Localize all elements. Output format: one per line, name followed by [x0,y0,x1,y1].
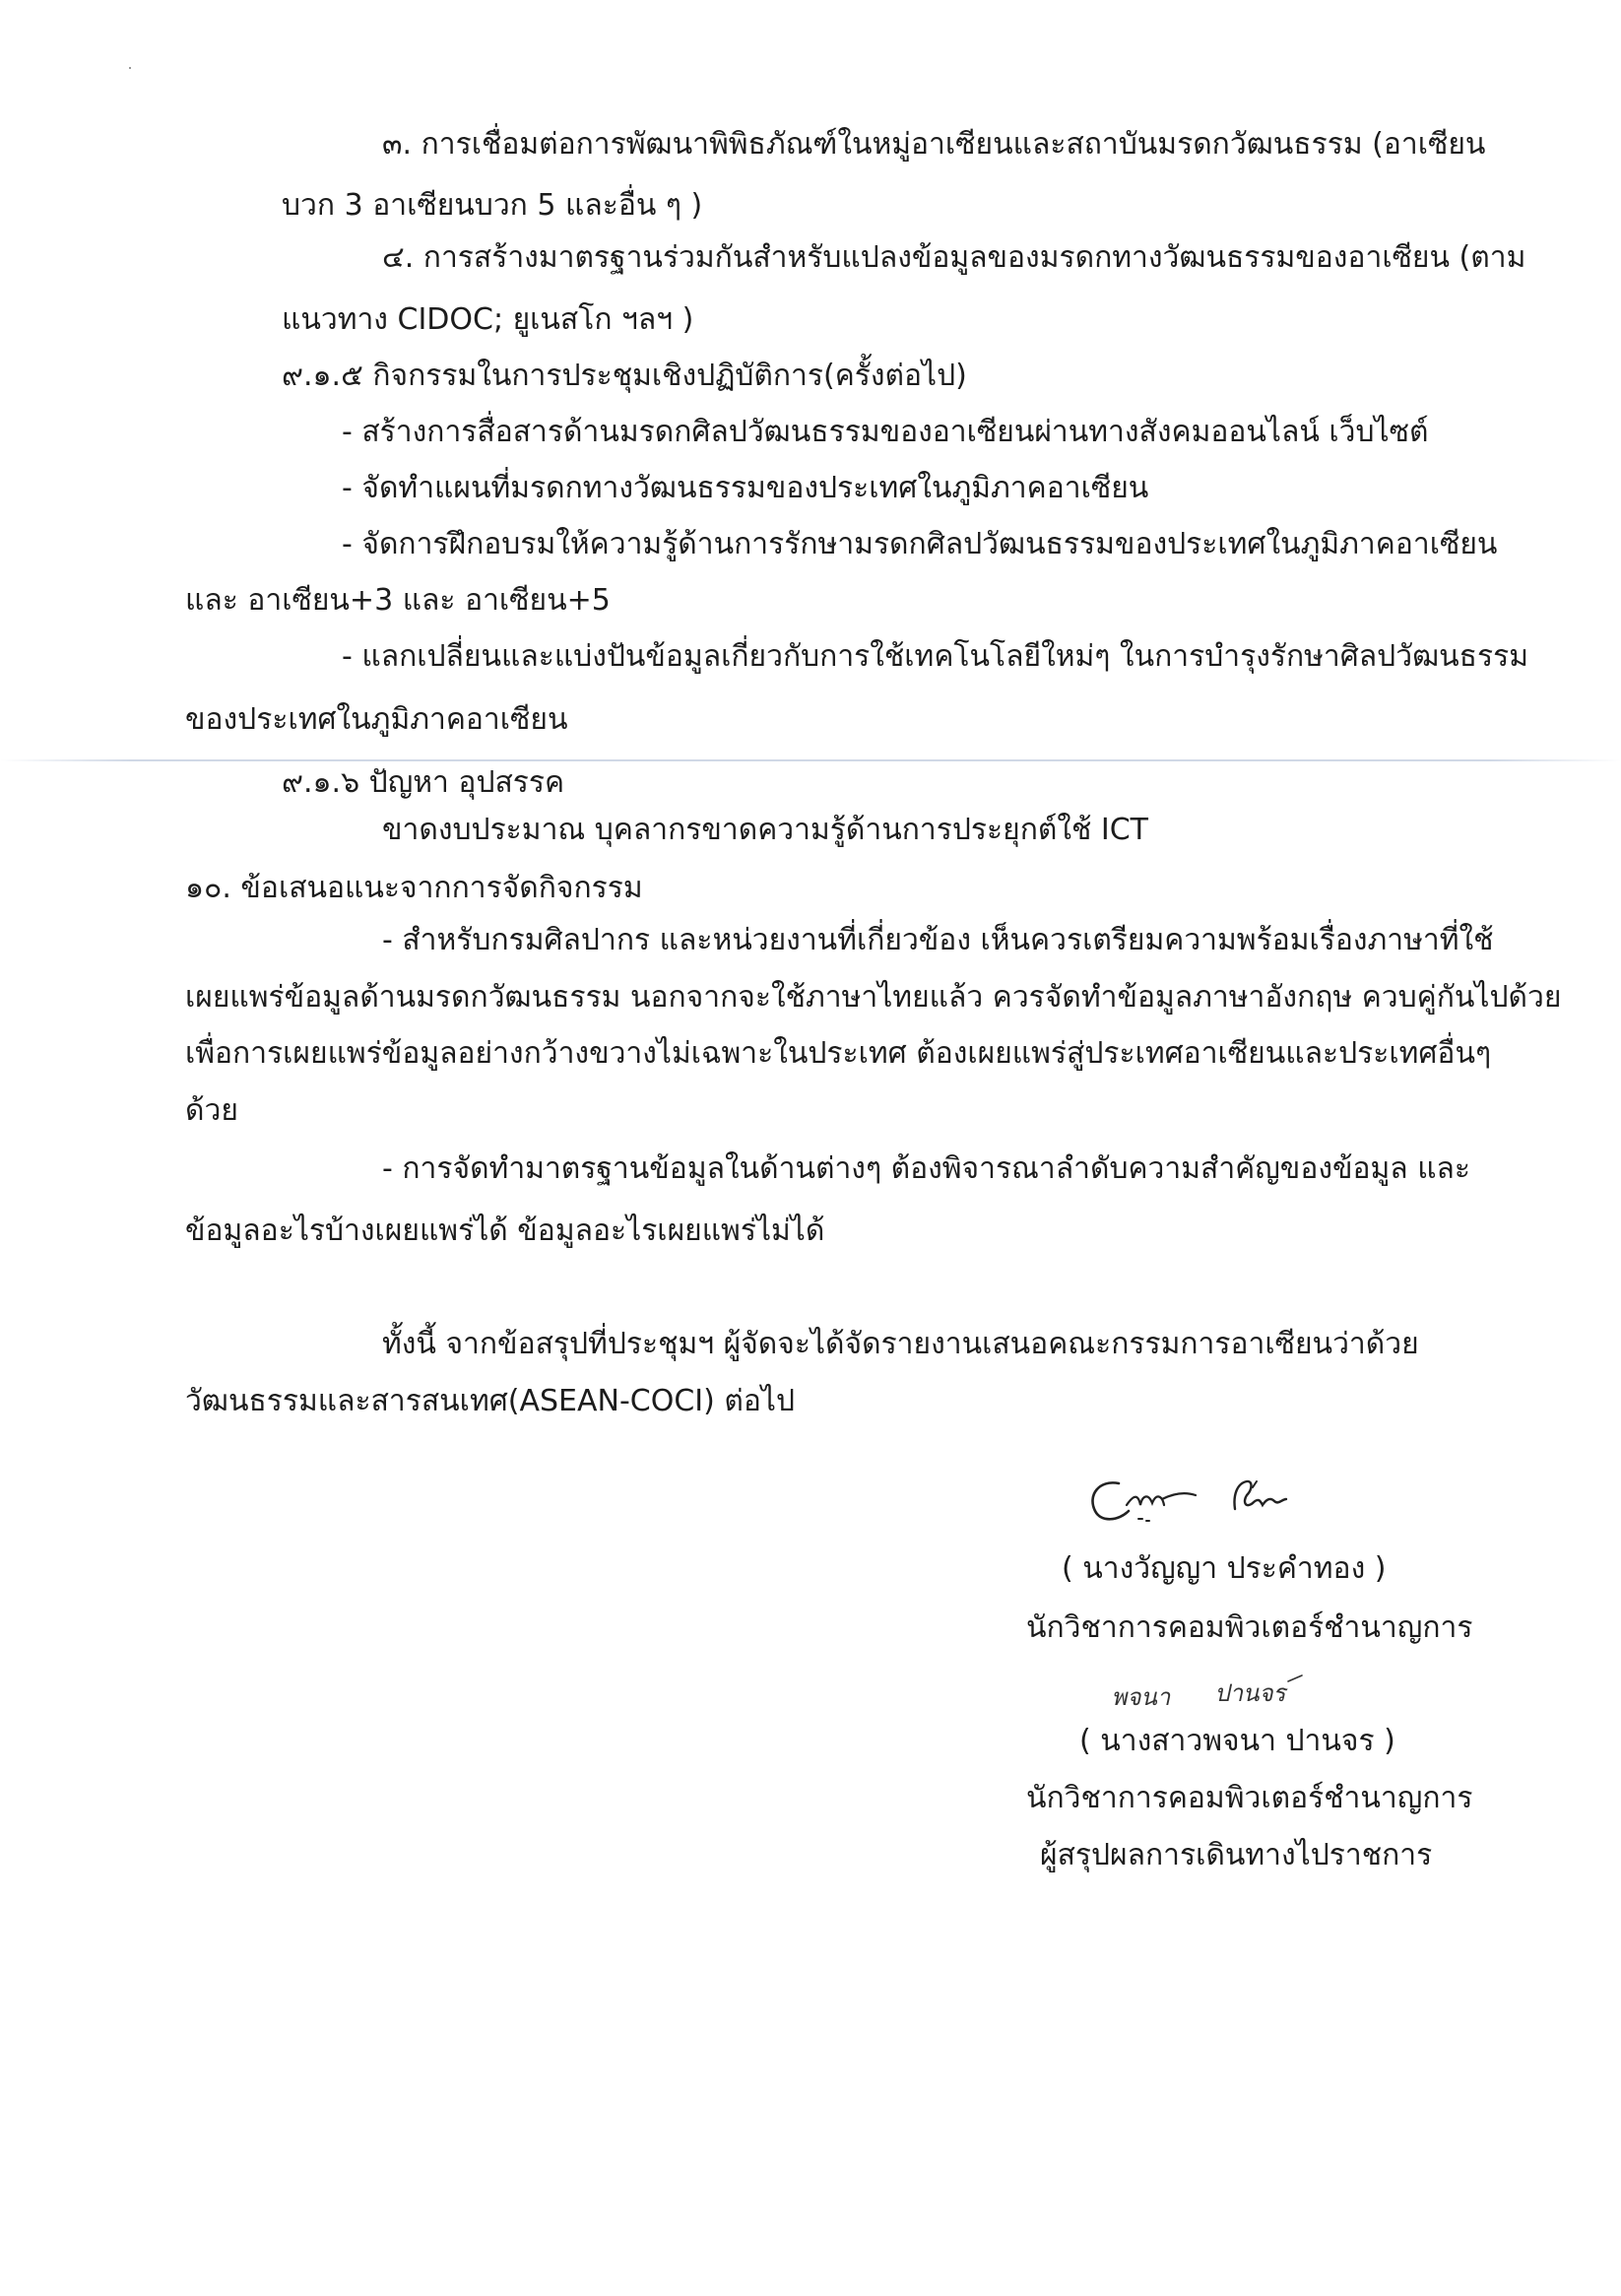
activity-bullet-1: - สร้างการสื่อสารด้านมรดกศิลปวัฒนธรรมของอาเซียนผ่านทางสังคมออนไลน์ เว็บไซต์ [342,415,1429,449]
activity-bullet-4-cont: ของประเทศในภูมิภาคอาเซียน [185,702,568,737]
svg-text:ปานจร: ปานจร [1213,1678,1291,1707]
conclusion-line-1: ทั้งนี้ จากข้อสรุปที่ประชุมฯ ผู้จัดจะได้จัดรายงานเสนอคณะกรรมการอาเซียนว่าด้วย [382,1327,1419,1361]
signature-1-name: ( นางวัญญา ประคำทอง ) [1062,1551,1387,1586]
suggestion-1-line-4: ด้วย [185,1093,238,1128]
svg-text:พจนา: พจนา [1111,1682,1176,1711]
signature-1-handwriting [1079,1466,1335,1537]
section-9-1-5-heading: ๙.๑.๕ กิจกรรมในการประชุมเชิงปฏิบัติการ(ครั้งต่อไป) [282,359,967,393]
scan-artifact-line [0,759,1621,761]
section-10-heading: ๑๐. ข้อเสนอแนะจากการจัดกิจกรรม [185,871,643,905]
activity-bullet-4: - แลกเปลี่ยนและแบ่งปันข้อมูลเกี่ยวกับการใช้เทคโนโลยีใหม่ๆ ในการบำรุงรักษาศิลปวัฒนธรรม [342,639,1528,674]
signature-2-handwriting [1111,1672,1318,1719]
item-3-line-1: ๓. การเชื่อมต่อการพัฒนาพิพิธภัณฑ์ในหมู่อาเซียนและสถาบันมรดกวัฒนธรรม (อาเซียน [382,127,1486,162]
suggestion-2-line-2: ข้อมูลอะไรบ้างเผยแพร่ได้ ข้อมูลอะไรเผยแพร่ไม่ได้ [185,1214,825,1248]
problem-text: ขาดงบประมาณ บุคลากรขาดความรู้ด้านการประยุกต์ใช้ ICT [382,813,1149,847]
conclusion-line-2: วัฒนธรรมและสารสนเทศ(ASEAN-COCI) ต่อไป [185,1384,795,1418]
item-4-line-2: แนวทาง CIDOC; ยูเนสโก ฯลฯ ) [282,302,694,337]
suggestion-1-line-2: เผยแพร่ข้อมูลด้านมรดกวัฒนธรรม นอกจากจะใช้ภาษาไทยแล้ว ควรจัดทำข้อมูลภาษาอังกฤษ ควบคู่กันไปด้วย [185,980,1562,1015]
signature-1-title: นักวิชาการคอมพิวเตอร์ชำนาญการ [1026,1610,1473,1645]
suggestion-1-line-3: เพื่อการเผยแพร่ข้อมูลอย่างกว้างขวางไม่เฉพาะในประเทศ ต้องเผยแพร่สู่ประเทศอาเซียนและประเทศอื่นๆ [185,1036,1492,1071]
item-4-line-1: ๔. การสร้างมาตรฐานร่วมกันสำหรับแปลงข้อมูลของมรดกทางวัฒนธรรมของอาเซียน (ตาม [382,240,1526,275]
activity-bullet-2: - จัดทำแผนที่มรดกทางวัฒนธรรมของประเทศในภูมิภาคอาเซียน [342,471,1149,505]
suggestion-2-line-1: - การจัดทำมาตรฐานข้อมูลในด้านต่างๆ ต้องพิจารณาลำดับความสำคัญของข้อมูล และ [382,1151,1471,1186]
scan-speck [129,67,131,69]
section-9-1-6-heading: ๙.๑.๖ ปัญหา อุปสรรค [282,765,565,800]
signature-2-title: นักวิชาการคอมพิวเตอร์ชำนาญการ [1026,1781,1473,1815]
signature-2-name: ( นางสาวพจนา ปานจร ) [1079,1724,1395,1758]
activity-bullet-3: - จัดการฝึกอบรมให้ความรู้ด้านการรักษามรดกศิลปวัฒนธรรมของประเทศในภูมิภาคอาเซียน [342,527,1498,561]
suggestion-1-line-1: - สำหรับกรมศิลปากร และหน่วยงานที่เกี่ยวข้อง เห็นควรเตรียมความพร้อมเรื่องภาษาที่ใช้ [382,923,1494,957]
item-3-line-2: บวก 3 อาเซียนบวก 5 และอื่น ๆ ) [282,188,703,223]
signature-2-role: ผู้สรุปผลการเดินทางไปราชการ [1040,1838,1433,1872]
activity-bullet-3-cont: และ อาเซียน+3 และ อาเซียน+5 [185,583,611,618]
